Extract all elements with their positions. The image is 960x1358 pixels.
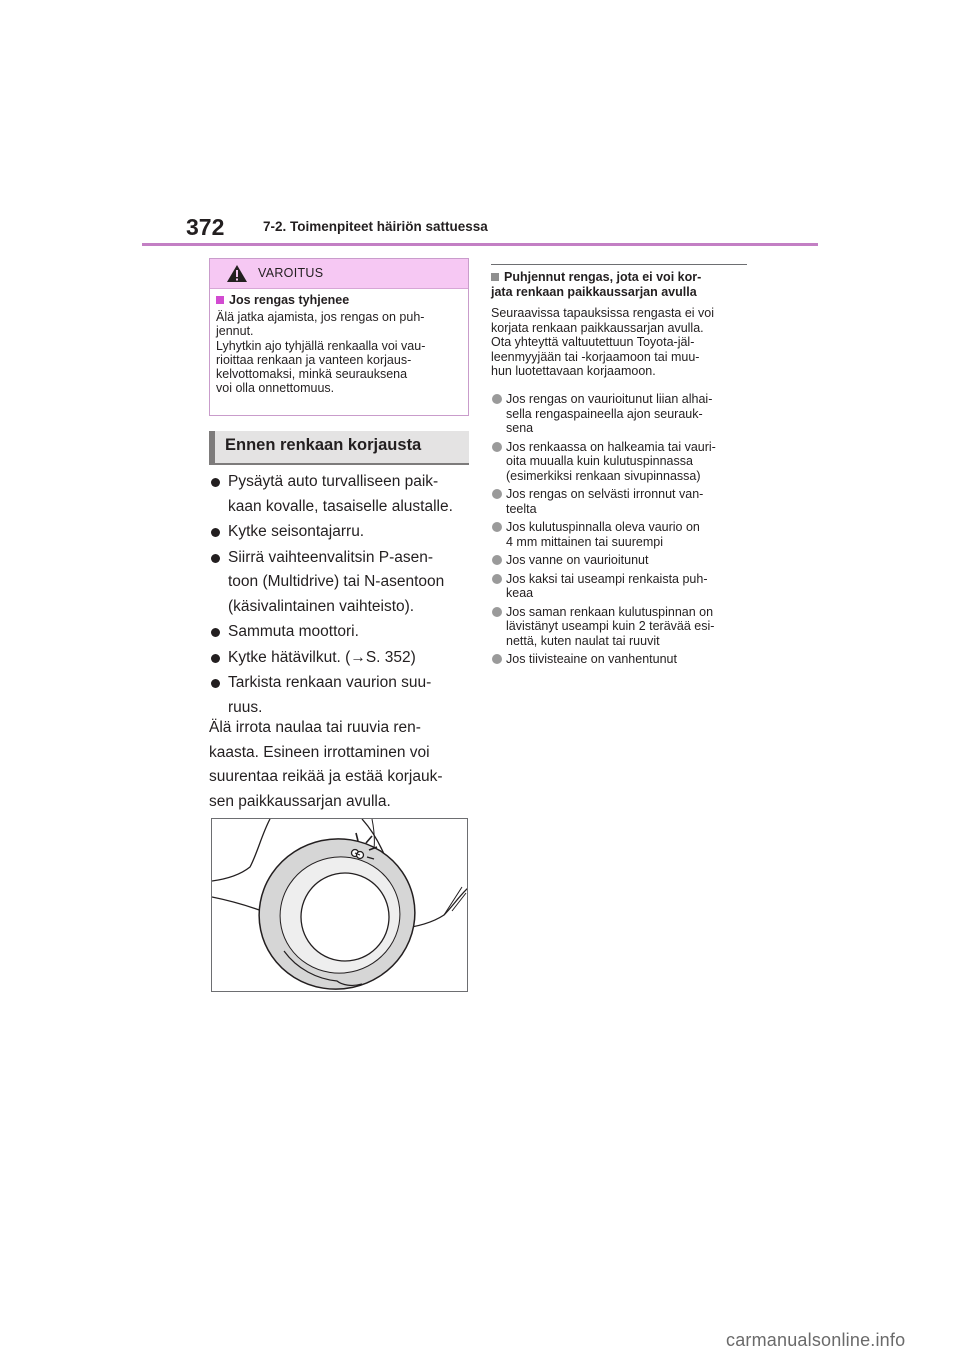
list-item-line: Siirrä vaihteenvalitsin P-asen-: [228, 548, 434, 566]
right-intro: [491, 306, 753, 379]
right-heading: [491, 270, 751, 299]
warning-line: jennut.: [216, 324, 254, 339]
warning-body: [210, 289, 468, 396]
page-number: 372: [186, 214, 225, 240]
warning-triangle-icon: [226, 264, 248, 283]
bullet-dot-icon: [211, 478, 220, 487]
bullet-dot-icon: [211, 628, 220, 637]
warning-line: voi olla onnettomuus.: [216, 381, 335, 396]
list-item-line: Jos rengas on vaurioitunut liian alhai-: [506, 392, 713, 406]
list-item-line: Jos renkaassa on halkeamia tai vauri-: [506, 439, 716, 454]
left-paragraph: [209, 716, 471, 814]
paragraph-line: suurentaa reikää ja estää korjauk-: [209, 768, 443, 785]
list-item-line: Jos vanne on vaurioitunut: [506, 553, 649, 567]
intro-line: korjata renkaan paikkaussarjan avulla.: [491, 320, 704, 335]
list-item-line: Tarkista renkaan vaurion suu-: [228, 674, 432, 691]
bullet-dot-icon: [211, 554, 220, 563]
list-item-line: teelta: [506, 501, 537, 516]
list-item-line: Pysäytä auto turvalliseen paik-: [228, 473, 439, 490]
bullet-dot-icon: [211, 654, 220, 663]
watermark: carmanualsonline.info: [726, 1330, 906, 1350]
bullet-dot-icon: [492, 489, 502, 499]
bullet-dot-icon: [492, 522, 502, 532]
list-item-line: Kytke seisontajarru.: [228, 523, 365, 540]
list-item-line: Jos kulutuspinnalla oleva vaurio on: [506, 520, 700, 534]
bullet-dot-icon: [492, 654, 502, 664]
list-item: [491, 440, 753, 484]
bullet-dot-icon: [492, 607, 502, 617]
list-item-line: Jos kaksi tai useampi renkaista puh-: [506, 571, 708, 586]
list-item: [491, 392, 753, 436]
bullet-dot-icon: [492, 442, 502, 452]
intro-line: leenmyyjään tai -korjaamoon tai muu-: [491, 349, 700, 364]
list-item: [491, 605, 753, 649]
paragraph-line: Älä irrota naulaa tai ruuvia ren-: [209, 719, 421, 736]
intro-line: Ota yhteyttä valtuutettuun Toyota-jäl-: [491, 335, 695, 349]
square-bullet-icon: [216, 296, 224, 304]
list-item-line: lävistänyt useampi kuin 2 terävää esi-: [506, 619, 715, 633]
intro-line: Seuraavissa tapauksissa rengasta ei voi: [491, 306, 715, 320]
list-item: [491, 572, 753, 601]
bullet-dot-icon: [211, 679, 220, 688]
subheading-text: Ennen renkaan korjausta: [225, 436, 422, 454]
list-item-line: 4 mm mittainen tai suurempi: [506, 534, 664, 549]
list-item-line: sena: [506, 421, 534, 435]
warning-line: rioittaa renkaan ja vanteen korjaus-: [216, 352, 412, 367]
list-item: [209, 546, 471, 620]
list-item-line: (käsivalintainen vaihteisto).: [228, 597, 415, 615]
warning-text: [216, 310, 462, 396]
right-heading-line: jata renkaan paikkaussarjan avulla: [491, 284, 697, 299]
list-item-line: Jos tiivisteaine on vanhentunut: [506, 652, 677, 666]
list-item: [209, 520, 471, 545]
right-heading-line: [491, 270, 751, 285]
list-item-line: keaa: [506, 586, 534, 600]
list-item: [491, 487, 753, 516]
right-column-rule: [491, 264, 747, 265]
warning-line: Lyhytkin ajo tyhjällä renkaalla voi vau-: [216, 338, 426, 353]
list-item: [491, 553, 753, 568]
warning-box: [209, 258, 469, 416]
list-item-line: Jos saman renkaan kulutuspinnan on: [506, 604, 714, 619]
warning-subhead-text: Jos rengas tyhjenee: [229, 293, 350, 307]
list-item-line: oita muualla kuin kulutuspinnassa: [506, 454, 693, 468]
header-rule: [142, 243, 818, 246]
warning-header: [210, 259, 468, 289]
warning-line: Älä jatka ajamista, jos rengas on puh-: [216, 310, 425, 324]
warning-line: kelvottomaksi, minkä seurauksena: [216, 367, 408, 382]
list-item-line: sella rengaspaineella ajon seurauk-: [506, 406, 703, 421]
section-title: 7-2. Toimenpiteet häiriön sattuessa: [263, 219, 488, 234]
tire-drawing: [212, 819, 468, 992]
list-item: [209, 620, 471, 645]
list-item: [209, 646, 471, 671]
list-item: [209, 470, 471, 519]
list-item-line: Jos rengas on selvästi irronnut van-: [506, 487, 704, 501]
right-bullet-list: [491, 392, 753, 671]
square-bullet-icon: [491, 273, 499, 281]
subheading: [209, 431, 469, 465]
list-item-line: ruus.: [228, 698, 263, 716]
list-item: [209, 671, 471, 720]
list-item: [491, 520, 753, 549]
tire-illustration: [211, 818, 468, 992]
list-item-line: Sammuta moottori.: [228, 623, 359, 640]
bullet-dot-icon: [492, 394, 502, 404]
list-item-line: nettä, kuten naulat tai ruuvit: [506, 633, 660, 648]
list-item-line: Kytke hätävilkut. (→S. 352): [228, 648, 416, 666]
bullet-dot-icon: [492, 555, 502, 565]
paragraph-line: kaasta. Esineen irrottaminen voi: [209, 743, 430, 761]
right-heading-text: Puhjennut rengas, jota ei voi kor-: [504, 270, 702, 284]
intro-line: hun luotettavaan korjaamoon.: [491, 364, 656, 378]
left-bullet-list: [209, 470, 471, 721]
list-item-line: kaan kovalle, tasaiselle alustalle.: [228, 497, 453, 515]
bullet-dot-icon: [211, 528, 220, 537]
warning-subhead: [216, 293, 462, 307]
list-item-line: (esimerkiksi renkaan sivupinnassa): [506, 468, 701, 483]
paragraph-line: sen paikkaussarjan avulla.: [209, 792, 391, 810]
warning-title: VAROITUS: [258, 266, 324, 280]
list-item-line: toon (Multidrive) tai N-asentoon: [228, 573, 445, 590]
list-item: [491, 652, 753, 667]
bullet-dot-icon: [492, 574, 502, 584]
